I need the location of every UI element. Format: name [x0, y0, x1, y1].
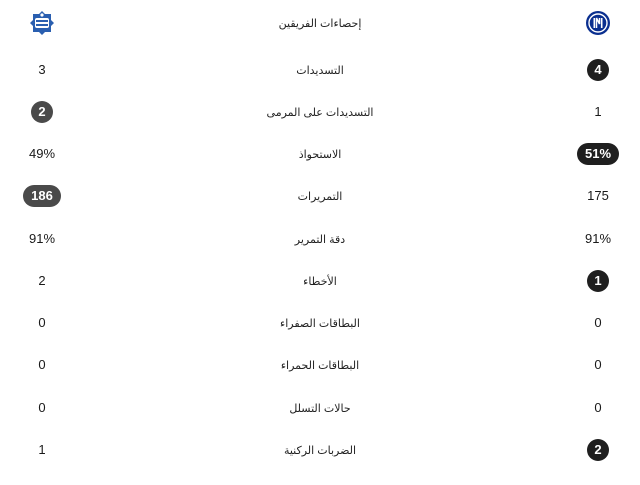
- stat-label: التمريرات: [297, 190, 343, 203]
- left-team-crest-icon: [27, 8, 57, 38]
- stat-label: الأخطاء: [303, 275, 337, 288]
- right-team-logo: [556, 8, 640, 38]
- right-value: 175: [587, 188, 609, 203]
- right-value: 0: [594, 400, 602, 415]
- stat-row-shots: [0, 55, 640, 85]
- stat-label: البطاقات الحمراء: [280, 359, 360, 372]
- stat-row-fouls: [0, 266, 640, 296]
- stat-label: البطاقات الصفراء: [280, 317, 360, 330]
- right-value: 0: [594, 315, 602, 330]
- inter-crest-icon: [583, 8, 613, 38]
- right-value-highlighted: 2: [587, 439, 609, 461]
- stat-row-offsides: [0, 393, 640, 423]
- left-value: 0: [38, 400, 46, 415]
- stats-title: إحصاءات الفريقين: [278, 17, 362, 30]
- left-team-logo: [0, 8, 84, 38]
- stat-row-shots-on-target: [0, 97, 640, 127]
- right-value-highlighted: 4: [587, 59, 609, 81]
- left-value: 91%: [28, 231, 56, 246]
- stat-label: حالات التسلل: [289, 402, 351, 415]
- right-value: 0: [594, 357, 602, 372]
- stat-row-passes: [0, 181, 640, 211]
- left-value: 2: [38, 273, 46, 288]
- left-value-highlighted: 2: [31, 101, 53, 123]
- stat-label: التسديدات: [296, 64, 344, 77]
- stat-row-pass-accuracy: [0, 224, 640, 254]
- right-value-highlighted: 51%: [577, 143, 619, 165]
- stat-label: الضربات الركنية: [283, 444, 357, 457]
- left-value: 0: [38, 315, 46, 330]
- left-value-highlighted: 186: [23, 185, 61, 207]
- stat-label: الاستحواذ: [298, 148, 342, 161]
- stat-label: التسديدات على المرمى: [266, 106, 374, 119]
- stat-label: دقة التمرير: [294, 233, 346, 246]
- left-value: 49%: [28, 146, 56, 161]
- right-value: 91%: [584, 231, 612, 246]
- left-value: 1: [38, 442, 46, 457]
- stat-row-corners: [0, 435, 640, 465]
- left-value: 0: [38, 357, 46, 372]
- stats-header: [0, 8, 640, 38]
- right-value-highlighted: 1: [587, 270, 609, 292]
- stat-row-yellow-cards: [0, 308, 640, 338]
- stat-row-possession: [0, 139, 640, 169]
- stat-row-red-cards: [0, 350, 640, 380]
- left-value: 3: [38, 62, 46, 77]
- right-value: 1: [594, 104, 602, 119]
